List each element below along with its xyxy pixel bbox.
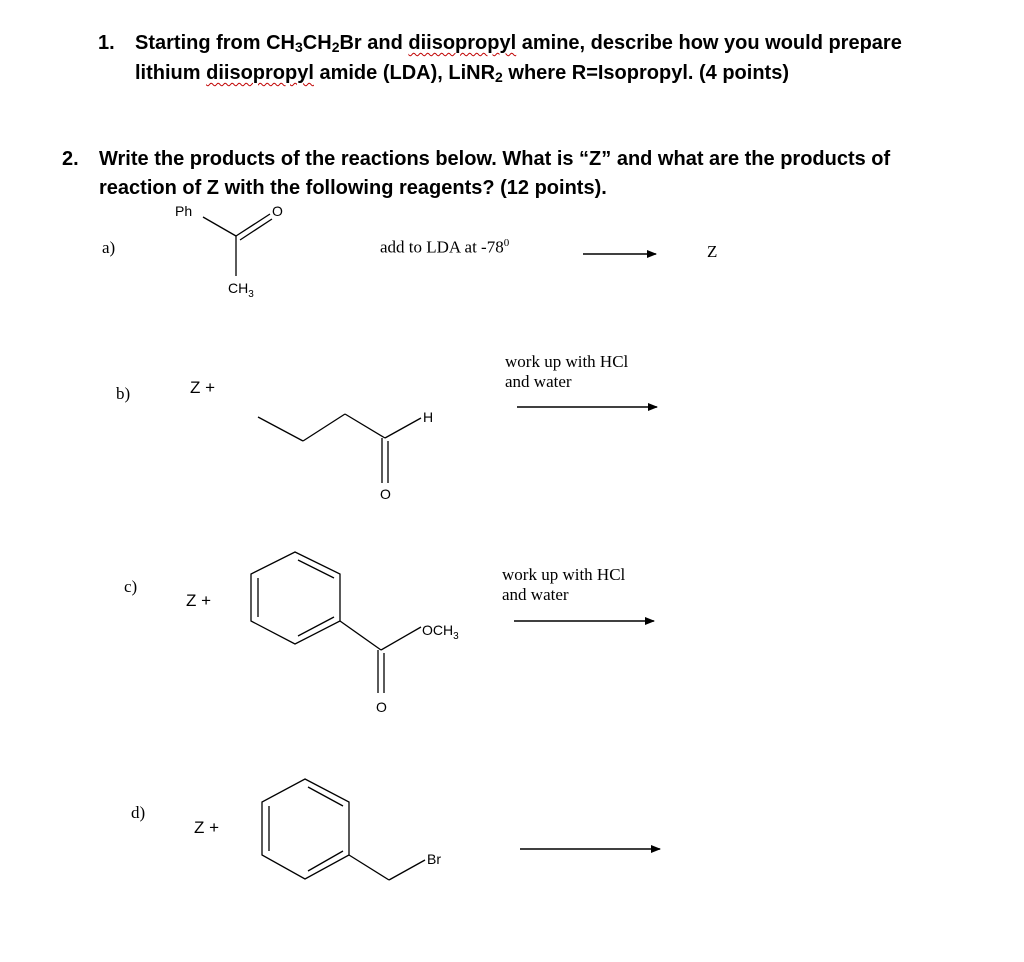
reaction-b-condition-line-1: work up with HCl — [505, 352, 629, 371]
atom-och3-sub: 3 — [453, 631, 459, 642]
reaction-b-label: b) — [116, 384, 131, 403]
molecule-b-butanal — [258, 414, 421, 483]
reaction-d-label: d) — [131, 803, 146, 822]
q1-sub: 2 — [495, 69, 503, 85]
atom-och3-text: OCH — [422, 622, 454, 638]
reaction-c-reactant: Z + — [186, 591, 212, 610]
question-2-number: 2. — [62, 148, 79, 170]
benzene-ring — [251, 552, 340, 644]
bond-ch2-br — [389, 860, 425, 880]
q1-sub: 3 — [295, 39, 303, 55]
condition-text: add to LDA at -78 — [380, 237, 504, 257]
spellcheck-word: diisopropyl — [206, 62, 314, 84]
question-2-line-2: reaction of Z with the following reagents? (12 points). — [99, 177, 607, 199]
reaction-c-condition-line-1: work up with HCl — [502, 565, 626, 584]
q1-text: where R=Isopropyl. (4 points) — [502, 62, 789, 84]
bond-2 — [303, 414, 345, 441]
atom-o: O — [272, 203, 283, 219]
molecule-d-benzyl-bromide — [262, 779, 425, 880]
atom-och3 — [422, 622, 459, 642]
question-2-line-1: Write the products of the reactions below. What is “Z” and what are the products of — [99, 148, 891, 170]
q1-text: CH — [302, 32, 332, 54]
q1-text: Starting from CH — [135, 32, 295, 54]
bond-ring-c — [340, 621, 381, 650]
atom-ph: Ph — [175, 203, 193, 219]
bond-1 — [258, 417, 303, 441]
q1-text: amine, describe how you would prepare — [516, 32, 902, 54]
bond-c-o — [236, 214, 270, 236]
atom-o: O — [380, 486, 391, 502]
reaction-a-label: a) — [102, 238, 116, 257]
degree-superscript: 0 — [503, 237, 510, 249]
reaction-c-label: c) — [124, 577, 138, 596]
bond-3 — [345, 414, 385, 438]
molecule-a-acetophenone — [203, 214, 272, 276]
bond-ring-ch2 — [349, 855, 389, 880]
bond-ph-c — [203, 217, 236, 236]
q1-text: amide (LDA), LiNR — [313, 62, 496, 84]
bond-c-och3 — [381, 627, 421, 650]
q1-text: Br and — [339, 32, 409, 54]
product-z: Z — [707, 242, 718, 261]
question-1-number: 1. — [98, 32, 115, 54]
atom-o: O — [376, 699, 387, 715]
atom-ch3-text: CH — [228, 280, 249, 296]
atom-ch3 — [228, 280, 254, 300]
bond-c-h — [385, 418, 421, 438]
spellcheck-word: diisopropyl — [408, 32, 517, 54]
q1-sub: 2 — [331, 39, 340, 55]
reaction-c-condition-line-2: and water — [502, 585, 569, 604]
atom-h: H — [423, 409, 434, 425]
molecule-c-methyl-benzoate — [251, 552, 421, 693]
atom-ch3-sub: 3 — [248, 289, 254, 300]
q1-text: lithium — [135, 62, 207, 84]
reaction-b-condition-line-2: and water — [505, 372, 572, 391]
reaction-b-reactant: Z + — [190, 378, 216, 397]
benzene-ring — [262, 779, 349, 879]
bond-c-o-double — [240, 219, 272, 240]
reaction-d-reactant: Z + — [194, 818, 220, 837]
atom-br: Br — [427, 851, 441, 867]
